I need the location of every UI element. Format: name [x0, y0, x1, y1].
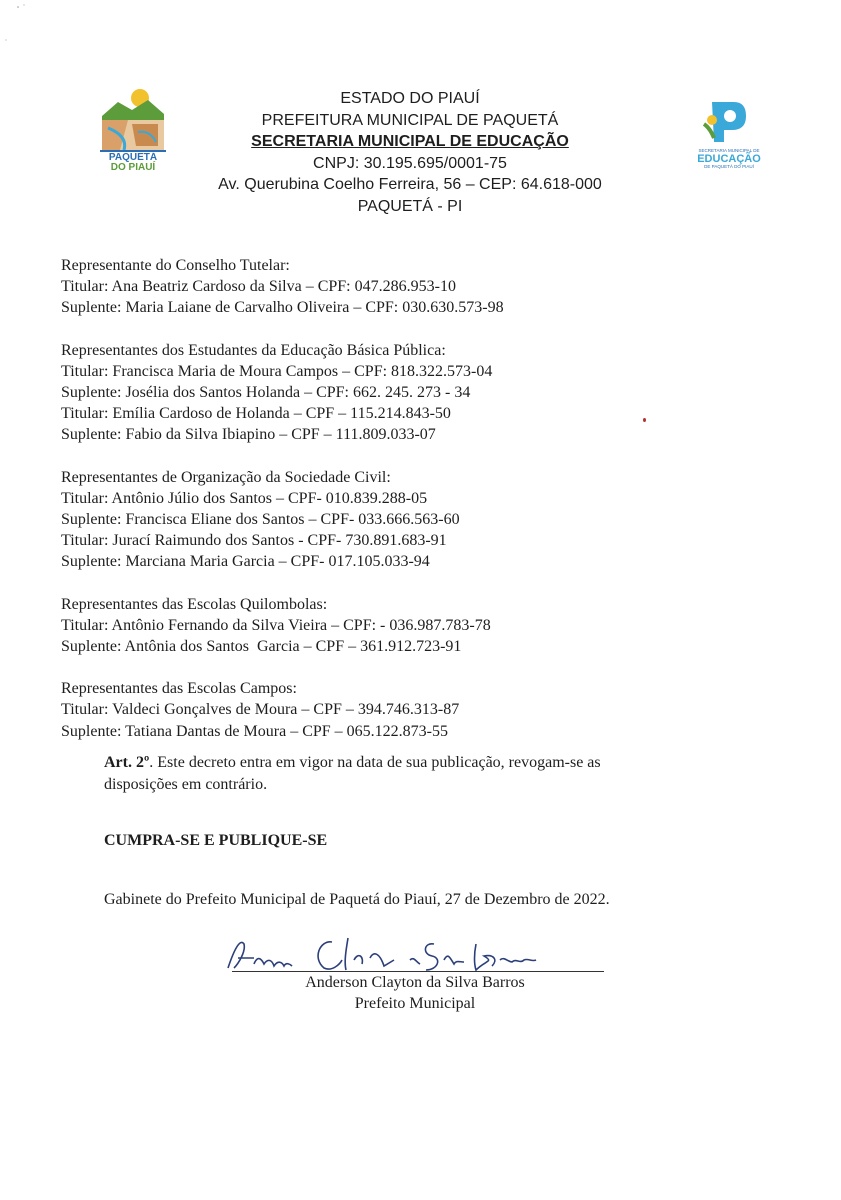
header-city: PAQUETÁ - PI: [357, 197, 463, 215]
cumpra-se-heading: CUMPRA-SE E PUBLIQUE-SE: [104, 832, 328, 849]
paqueta-municipality-logo: [98, 84, 168, 174]
group-title: Representantes de Organização da Sociedade Civil:: [61, 468, 391, 486]
group-title: Representantes dos Estudantes da Educação Básica Pública:: [61, 341, 446, 359]
place-date-line: Gabinete do Prefeito Municipal de Paquetá do Piauí, 27 de Dezembro de 2022.: [104, 891, 610, 908]
member-line: Titular: Francisca Maria de Moura Campos – CPF: 818.322.573-04: [61, 362, 493, 380]
member-line: Suplente: Francisca Eliane dos Santos – CPF- 033.666.563-60: [61, 511, 460, 529]
group-conselho-tutelar: [61, 255, 781, 319]
member-line: Titular: Jurací Raimundo dos Santos - CPF- 730.891.683-91: [61, 532, 447, 550]
group-title: Representante do Conselho Tutelar:: [61, 257, 290, 274]
header-prefecture: PREFEITURA MUNICIPAL DE PAQUETÁ: [261, 111, 559, 129]
document-header: [200, 88, 620, 217]
article-2: [104, 752, 664, 796]
article-label: Art. 2º: [104, 754, 150, 771]
member-line: Suplente: Josélia dos Santos Holanda – CPF: 662. 245. 273 - 34: [61, 384, 471, 402]
svg-text:SECRETARIA MUNICIPAL DE: SECRETARIA MUNICIPAL DE: [698, 148, 760, 153]
signer-block: [250, 972, 580, 1014]
member-line: Titular: Antônio Júlio dos Santos – CPF- 010.839.288-05: [61, 489, 428, 507]
member-line: Titular: Antônio Fernando da Silva Vieira – CPF: - 036.987.783-78: [61, 616, 491, 634]
group-title: Representantes das Escolas Campos:: [61, 680, 297, 698]
representatives-list: [61, 255, 781, 763]
signer-role: Prefeito Municipal: [354, 995, 476, 1012]
group-sociedade-civil: [61, 467, 781, 573]
member-line: Titular: Valdeci Gonçalves de Moura – CPF – 394.746.313-87: [61, 701, 460, 719]
member-line: Suplente: Marciana Maria Garcia – CPF- 017.105.033-94: [61, 553, 430, 571]
group-escolas-campos: [61, 678, 781, 742]
ink-speck: [643, 418, 646, 422]
education-secretariat-logo: [690, 98, 768, 172]
group-escolas-quilombolas: [61, 594, 781, 658]
member-line: Titular: Ana Beatriz Cardoso da Silva – CPF: 047.286.953-10: [61, 278, 456, 296]
svg-text:EDUCAÇÃO: EDUCAÇÃO: [697, 153, 761, 165]
group-estudantes: [61, 340, 781, 446]
header-address: Av. Querubina Coelho Ferreira, 56 – CEP: 64.618-000: [218, 176, 602, 193]
svg-text:DO PIAUÍ: DO PIAUÍ: [110, 162, 156, 173]
member-line: Suplente: Tatiana Dantas de Moura – CPF – 065.122.873-55: [61, 722, 448, 740]
signer-name: Anderson Clayton da Silva Barros: [305, 974, 525, 991]
svg-text:DE PAQUETÁ DO PIAUÍ: DE PAQUETÁ DO PIAUÍ: [704, 164, 754, 169]
member-line: Suplente: Antônia dos Santos Garcia – CPF – 361.912.723-91: [61, 638, 462, 656]
article-text: . Este decreto entra em vigor na data de sua publicação, revogam-se as disposições em contrário.: [104, 754, 601, 793]
member-line: Suplente: Fabio da Silva Ibiapino – CPF – 111.809.033-07: [61, 426, 436, 444]
scan-specks: [0, 0, 60, 60]
member-line: Titular: Emília Cardoso de Holanda – CPF – 115.214.843-50: [61, 405, 451, 423]
header-secretariat: SECRETARIA MUNICIPAL DE EDUCAÇÃO: [251, 133, 569, 150]
header-cnpj: CNPJ: 30.195.695/0001-75: [313, 154, 507, 172]
group-title: Representantes das Escolas Quilombolas:: [61, 595, 328, 613]
svg-text:PAQUETÁ: PAQUETÁ: [108, 152, 158, 163]
member-line: Suplente: Maria Laiane de Carvalho Oliveira – CPF: 030.630.573-98: [61, 299, 504, 317]
header-state: ESTADO DO PIAUÍ: [340, 90, 480, 107]
